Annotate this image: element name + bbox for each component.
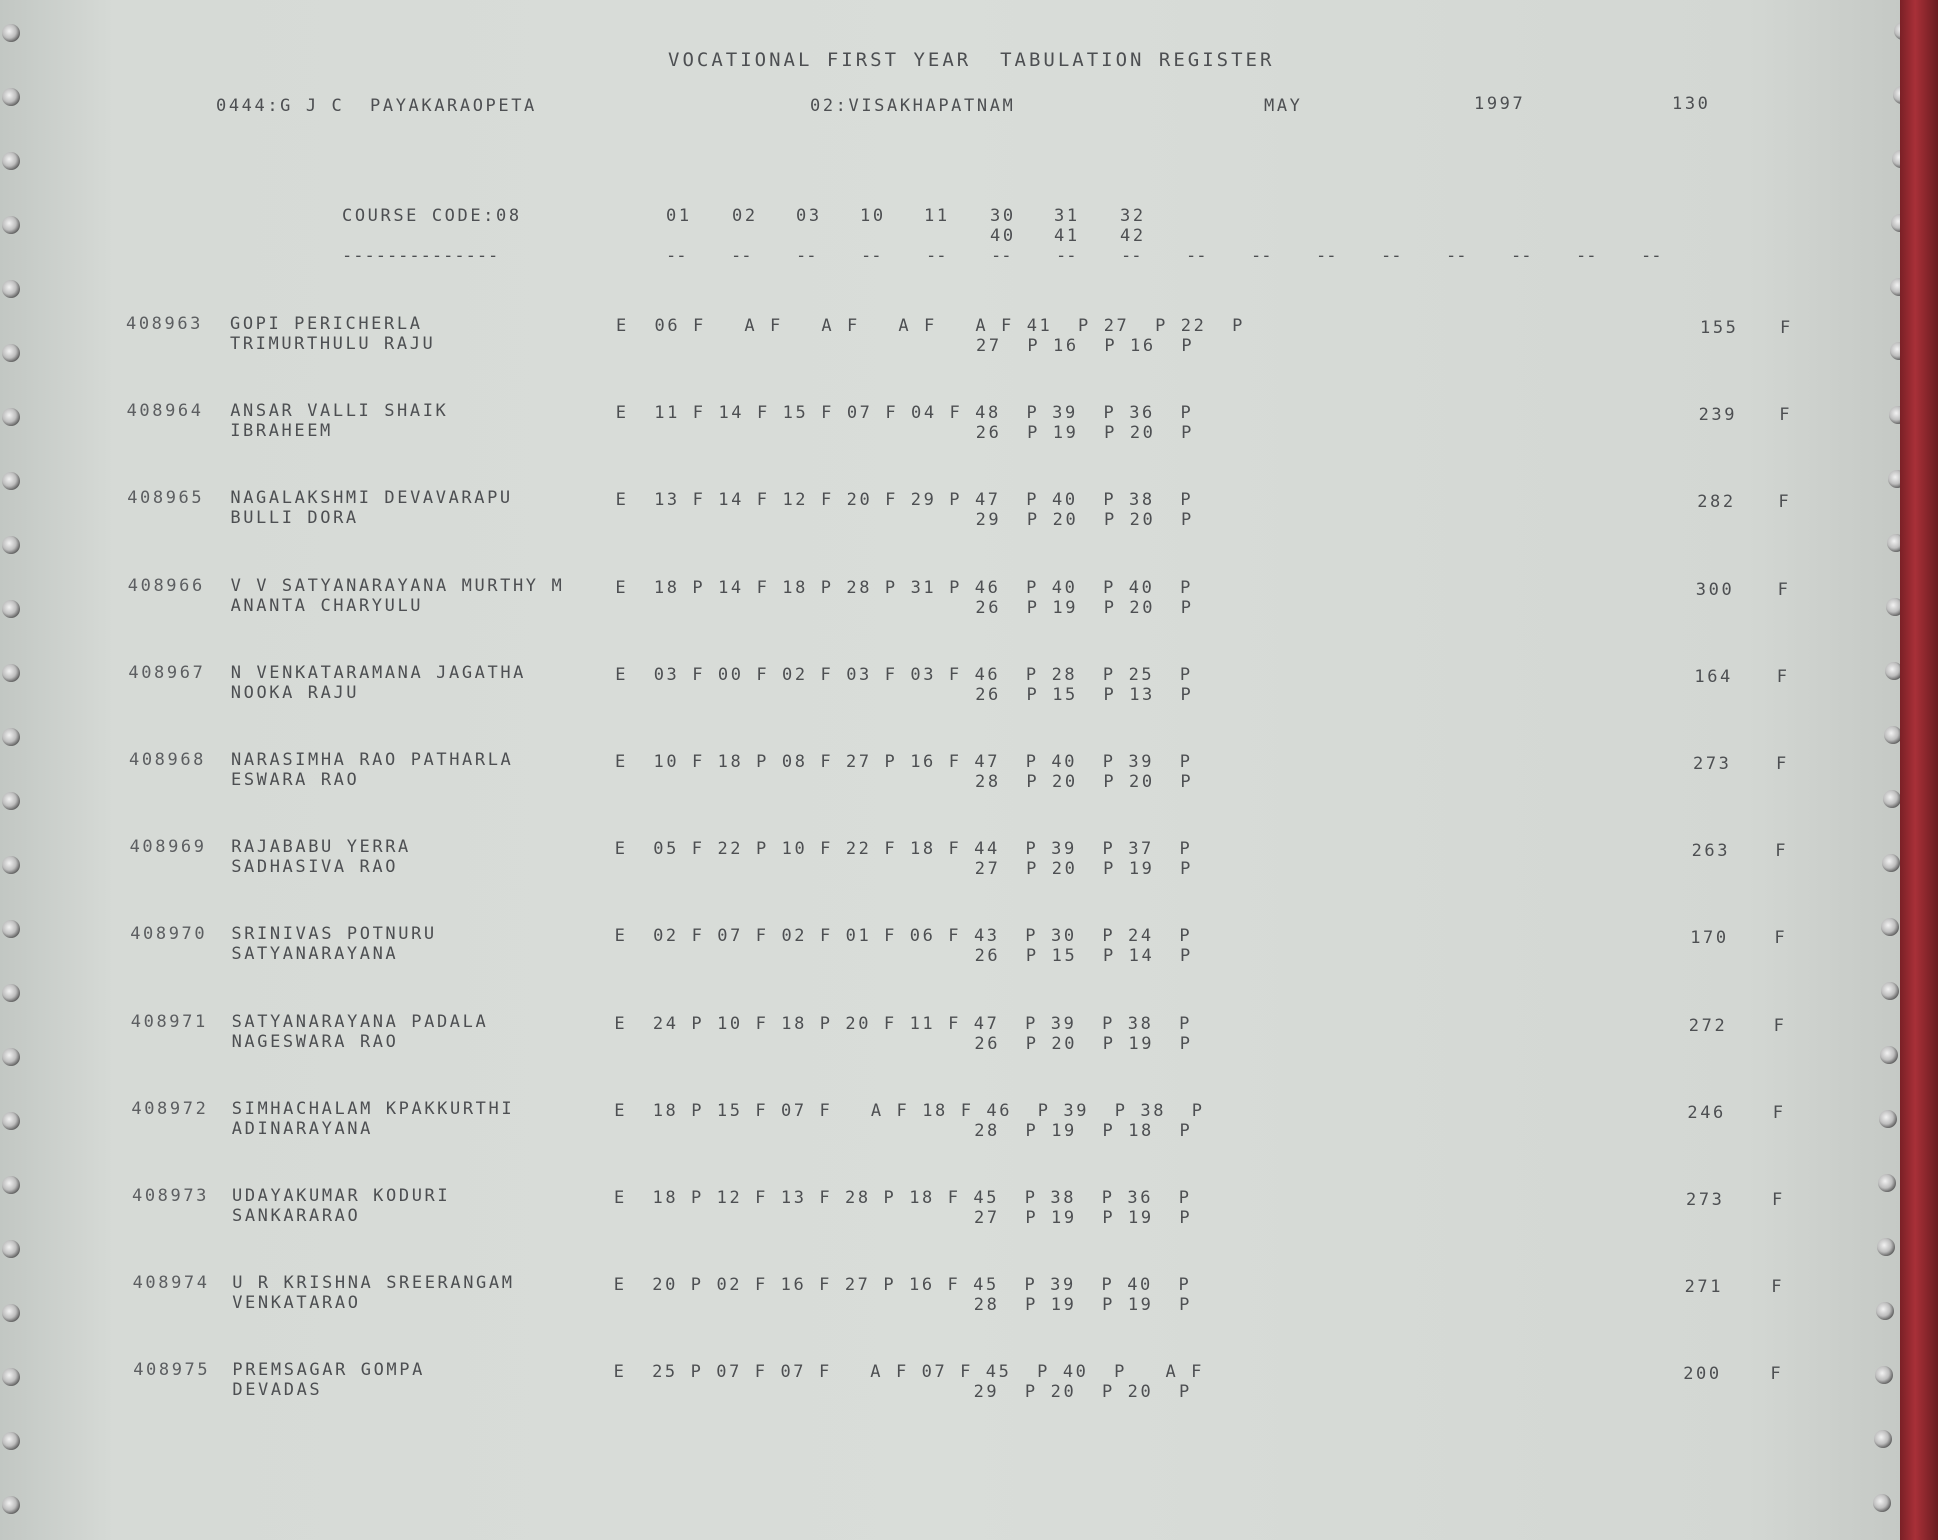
- subject-code: 03: [796, 206, 822, 226]
- marks-line: E 18 P 15 F 07 F A F 18 F 46 P 39 P 38 P: [614, 1100, 1205, 1121]
- tractor-hole: [2, 280, 20, 298]
- result-status: F: [1772, 1102, 1786, 1123]
- student-name: NAGALAKSHMI DEVAVARAPU: [230, 488, 513, 509]
- tractor-hole: [2, 344, 20, 362]
- tractor-hole: [1878, 1174, 1896, 1192]
- tractor-hole: [2, 856, 20, 874]
- student-name: SRINIVAS POTNURU: [231, 924, 437, 945]
- marks-line: E 10 F 18 P 08 F 27 P 16 F 47 P 40 P 39 P: [615, 752, 1193, 772]
- college-code: 0444:G J C PAYAKARAOPETA: [216, 96, 537, 116]
- tractor-hole: [1874, 1430, 1892, 1448]
- total-marks: 155: [1700, 318, 1739, 338]
- total-marks: 200: [1683, 1364, 1722, 1385]
- marks-line: E 06 F A F A F A F A F 41 P 27 P 22 P: [616, 316, 1245, 336]
- parent-name: VENKATARAO: [232, 1293, 361, 1314]
- dash-mark: --: [731, 246, 752, 266]
- dash-mark: --: [1251, 246, 1272, 266]
- parent-name: ADINARAYANA: [231, 1118, 373, 1139]
- result-status: F: [1775, 841, 1789, 862]
- student-roll-number: 408973: [132, 1186, 210, 1206]
- student-roll-number: 408965: [127, 488, 205, 509]
- student-name: UDAYAKUMAR KODURI: [232, 1186, 451, 1206]
- parent-name: BULLI DORA: [230, 508, 359, 529]
- marks-line-2: 29 P 20 P 20 P: [975, 510, 1194, 531]
- parent-name: SANKARARAO: [232, 1206, 361, 1226]
- marks-line-2: 28 P 20 P 20 P: [975, 772, 1194, 792]
- result-status: F: [1771, 1277, 1785, 1298]
- tractor-hole: [2, 152, 20, 170]
- result-status: F: [1779, 405, 1793, 426]
- student-name: SATYANARAYANA PADALA: [231, 1011, 489, 1032]
- marks-line-2: 26 P 19 P 20 P: [975, 423, 1194, 444]
- result-status: F: [1778, 492, 1792, 513]
- dash-mark: --: [666, 246, 687, 266]
- marks-line-2: 26 P 19 P 20 P: [975, 597, 1194, 618]
- subject-code: 32: [1120, 206, 1146, 226]
- tractor-hole: [2, 1112, 20, 1130]
- student-roll-number: 408966: [127, 575, 205, 596]
- tractor-hole: [2, 408, 20, 426]
- dash-mark: --: [1121, 246, 1142, 266]
- tractor-hole: [1882, 854, 1900, 872]
- course-code-label: COURSE CODE:08: [342, 206, 522, 226]
- total-marks: 164: [1694, 666, 1733, 687]
- tractor-hole: [2, 920, 20, 938]
- parent-name: NOOKA RAJU: [230, 682, 360, 703]
- tractor-hole: [1877, 1238, 1895, 1256]
- total-marks: 300: [1695, 579, 1735, 600]
- marks-line-2: 27 P 20 P 19 P: [974, 859, 1193, 880]
- student-name: ANSAR VALLI SHAIK: [230, 401, 449, 422]
- total-marks: 282: [1697, 492, 1736, 513]
- tractor-hole: [1875, 1366, 1893, 1384]
- tractor-hole: [1883, 790, 1901, 808]
- marks-line-2: 26 P 20 P 19 P: [974, 1033, 1193, 1054]
- student-name: U R KRISHNA SREERANGAM: [232, 1273, 515, 1294]
- student-name: PREMSAGAR GOMPA: [232, 1360, 425, 1381]
- dash-mark: --: [1576, 246, 1597, 266]
- result-status: F: [1770, 1364, 1784, 1385]
- result-status: F: [1774, 928, 1788, 949]
- dash-mark: --: [991, 246, 1012, 266]
- marks-line: E 11 F 14 F 15 F 07 F 04 F 48 P 39 P 36 P: [615, 403, 1194, 424]
- subject-code: 40: [990, 226, 1016, 246]
- result-status: F: [1776, 666, 1790, 687]
- total-marks: 246: [1687, 1102, 1726, 1123]
- student-name: GOPI PERICHERLA: [230, 314, 423, 334]
- parent-name: ESWARA RAO: [231, 770, 360, 790]
- total-marks: 263: [1691, 841, 1731, 862]
- page-number: 130: [1672, 94, 1711, 114]
- tractor-hole: [2, 792, 20, 810]
- tractor-hole: [2, 600, 20, 618]
- result-status: F: [1777, 579, 1791, 600]
- dash-mark: --: [1446, 246, 1467, 266]
- subject-code: 31: [1054, 206, 1080, 226]
- dash-mark: --: [1316, 246, 1337, 266]
- marks-line: E 25 P 07 F 07 F A F 07 F 45 P 40 P A F: [613, 1362, 1204, 1383]
- tractor-hole: [1879, 1110, 1897, 1128]
- total-marks: 273: [1686, 1190, 1725, 1210]
- tractor-hole: [1881, 918, 1899, 936]
- student-name: V V SATYANARAYANA MURTHY M: [230, 575, 565, 596]
- tractor-hole: [2, 664, 20, 682]
- student-roll-number: 408964: [126, 401, 204, 422]
- result-status: F: [1780, 318, 1793, 338]
- dash-mark: --: [1641, 246, 1662, 266]
- parent-name: ANANTA CHARYULU: [230, 595, 424, 616]
- student-roll-number: 408969: [129, 837, 207, 858]
- result-status: F: [1773, 1015, 1787, 1036]
- subject-code: 10: [860, 206, 886, 226]
- tractor-hole: [2, 984, 20, 1002]
- register-title: VOCATIONAL FIRST YEAR TABULATION REGISTER: [668, 49, 1275, 71]
- dash-mark: --: [861, 246, 882, 266]
- tractor-hole: [2, 1496, 20, 1514]
- tractor-hole: [2, 728, 20, 746]
- dash-mark: --: [1511, 246, 1532, 266]
- total-marks: 272: [1688, 1015, 1728, 1036]
- tractor-hole: [2, 88, 20, 106]
- subject-code: 11: [924, 206, 950, 226]
- marks-line: E 24 P 10 F 18 P 20 F 11 F 47 P 39 P 38 P: [614, 1013, 1192, 1034]
- marks-line: E 18 P 14 F 18 P 28 P 31 P 46 P 40 P 40 P: [615, 577, 1193, 598]
- dash-mark: --: [1056, 246, 1077, 266]
- result-status: F: [1776, 754, 1789, 774]
- subject-code: 01: [666, 206, 692, 226]
- tractor-hole: [2, 472, 20, 490]
- parent-name: SATYANARAYANA: [231, 944, 399, 965]
- subject-code: 02: [732, 206, 758, 226]
- student-roll-number: 408967: [128, 662, 206, 683]
- marks-line-2: 28 P 19 P 18 P: [974, 1120, 1193, 1141]
- dash-mark: --: [1381, 246, 1402, 266]
- student-roll-number: 408975: [133, 1360, 211, 1381]
- parent-name: DEVADAS: [232, 1380, 323, 1401]
- marks-line-2: 29 P 20 P 20 P: [973, 1382, 1192, 1403]
- result-status: F: [1772, 1190, 1785, 1210]
- marks-line-2: 28 P 19 P 19 P: [973, 1295, 1192, 1316]
- parent-name: TRIMURTHULU RAJU: [230, 334, 436, 354]
- tractor-hole: [1880, 1046, 1898, 1064]
- district-code: 02:VISAKHAPATNAM: [810, 96, 1016, 116]
- tractor-hole: [2, 1368, 20, 1386]
- total-marks: 271: [1684, 1277, 1724, 1298]
- subject-code: 42: [1120, 226, 1146, 246]
- student-name: NARASIMHA RAO PATHARLA: [231, 750, 514, 770]
- marks-line: E 20 P 02 F 16 F 27 P 16 F 45 P 39 P 40 P: [613, 1275, 1192, 1296]
- parent-name: NAGESWARA RAO: [231, 1031, 399, 1052]
- tractor-hole: [1881, 982, 1899, 1000]
- parent-name: IBRAHEEM: [230, 421, 333, 442]
- tractor-hole: [2, 216, 20, 234]
- dash-mark: --: [796, 246, 817, 266]
- student-roll-number: 408971: [130, 1011, 208, 1032]
- course-code-underline: --------------: [342, 246, 500, 266]
- dash-mark: --: [1186, 246, 1207, 266]
- tractor-hole: [2, 1432, 20, 1450]
- student-roll-number: 408974: [132, 1273, 210, 1294]
- subject-code: 30: [990, 206, 1016, 226]
- marks-line: E 03 F 00 F 02 F 03 F 03 F 46 P 28 P 25 P: [615, 664, 1193, 685]
- dash-mark: --: [926, 246, 947, 266]
- marks-line-2: 26 P 15 P 14 P: [974, 946, 1193, 967]
- tractor-hole: [2, 536, 20, 554]
- student-roll-number: 408972: [131, 1098, 209, 1119]
- marks-line: E 13 F 14 F 12 F 20 F 29 P 47 P 40 P 38 P: [615, 490, 1194, 511]
- tractor-hole: [1873, 1494, 1891, 1512]
- student-name: SIMHACHALAM KPAKKURTHI: [231, 1098, 515, 1119]
- tractor-hole: [1876, 1302, 1894, 1320]
- tractor-hole: [2, 24, 20, 42]
- student-roll-number: 408970: [130, 924, 208, 945]
- total-marks: 273: [1693, 754, 1732, 774]
- total-marks: 170: [1690, 928, 1729, 949]
- tractor-hole: [2, 1048, 20, 1066]
- exam-month: MAY: [1264, 96, 1303, 116]
- exam-year: 1997: [1474, 94, 1526, 114]
- marks-line: E 02 F 07 F 02 F 01 F 06 F 43 P 30 P 24 P: [614, 926, 1193, 947]
- marks-line-2: 27 P 16 P 16 P: [976, 336, 1195, 356]
- tractor-hole: [2, 1304, 20, 1322]
- marks-line-2: 26 P 15 P 13 P: [975, 684, 1194, 705]
- marks-line-2: 27 P 19 P 19 P: [974, 1208, 1193, 1228]
- tractor-hole: [2, 1176, 20, 1194]
- tractor-hole: [2, 1240, 20, 1258]
- student-roll-number: 408963: [126, 314, 204, 334]
- marks-line: E 18 P 12 F 13 F 28 P 18 F 45 P 38 P 36 P: [614, 1188, 1192, 1208]
- student-name: N VENKATARAMANA JAGATHA: [230, 662, 526, 683]
- subject-code: 41: [1054, 226, 1080, 246]
- parent-name: SADHASIVA RAO: [231, 857, 399, 878]
- binder-edge: [1900, 0, 1938, 1540]
- total-marks: 239: [1698, 405, 1738, 426]
- student-name: RAJABABU YERRA: [231, 837, 411, 858]
- student-roll-number: 408968: [129, 750, 207, 770]
- marks-line: E 05 F 22 P 10 F 22 F 18 F 44 P 39 P 37 P: [614, 839, 1193, 860]
